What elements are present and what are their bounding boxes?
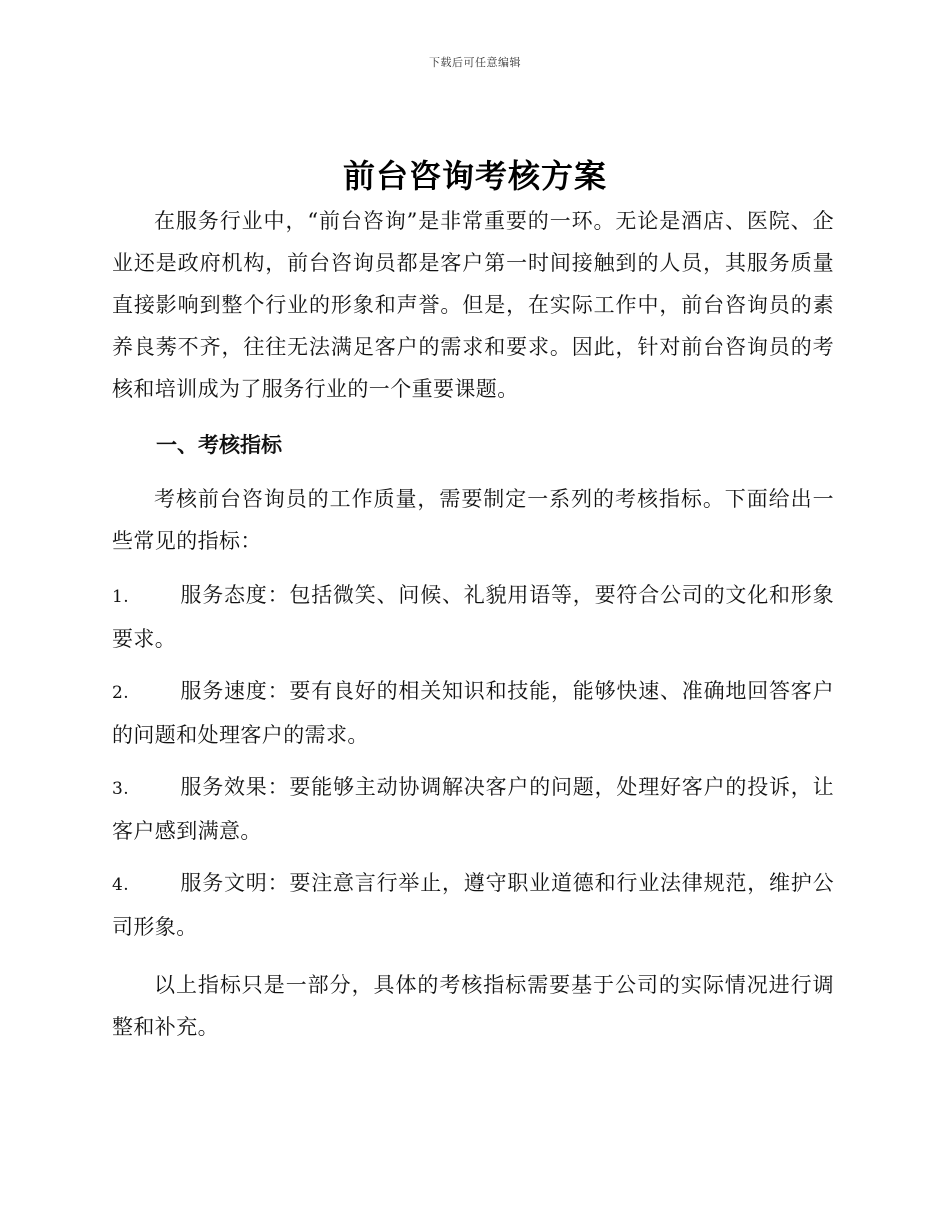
- list-item-text: 服务效果：要能够主动协调解决客户的问题，处理好客户的投诉，让客户感到满意。: [112, 775, 834, 843]
- header-note: 下载后可任意编辑: [429, 56, 521, 69]
- section-heading: 一、考核指标: [156, 433, 282, 457]
- list-item-number: 1.: [112, 587, 130, 607]
- list-item-number: 4.: [112, 875, 130, 895]
- list-item: [112, 670, 834, 756]
- closing-paragraph: 以上指标只是一部分，具体的考核指标需要基于公司的实际情况进行调整和补充。: [112, 973, 834, 1039]
- list-item: [112, 862, 834, 948]
- intro-paragraph: 在服务行业中，“前台咨询”是非常重要的一环。无论是酒店、医院、企业还是政府机构，前台咨询员都是客户第一时间接触到的人员，其服务质量直接影响到整个行业的形象和声誉。但是，在实际工作中，前台咨询员的素养良莠不齐，往往无法满足客户的需求和要求。因此，针对前台咨询员的考核和培训成为了服务行业的一个重要课题。: [112, 209, 834, 401]
- list-item-text: 服务态度：包括微笑、问候、礼貌用语等，要符合公司的文化和形象要求。: [112, 583, 834, 651]
- list-item: [112, 766, 834, 852]
- list-item-text: 服务速度：要有良好的相关知识和技能，能够快速、准确地回答客户的问题和处理客户的需求。: [112, 679, 834, 747]
- list-item-number: 3.: [112, 779, 130, 799]
- page-title: 前台咨询考核方案: [342, 157, 607, 195]
- list-item: [112, 574, 834, 660]
- section-paragraph: 考核前台咨询员的工作质量，需要制定一系列的考核指标。下面给出一些常见的指标：: [112, 487, 834, 553]
- list-item-number: 2.: [112, 683, 130, 703]
- list-item-text: 服务文明：要注意言行举止，遵守职业道德和行业法律规范，维护公司形象。: [112, 871, 834, 939]
